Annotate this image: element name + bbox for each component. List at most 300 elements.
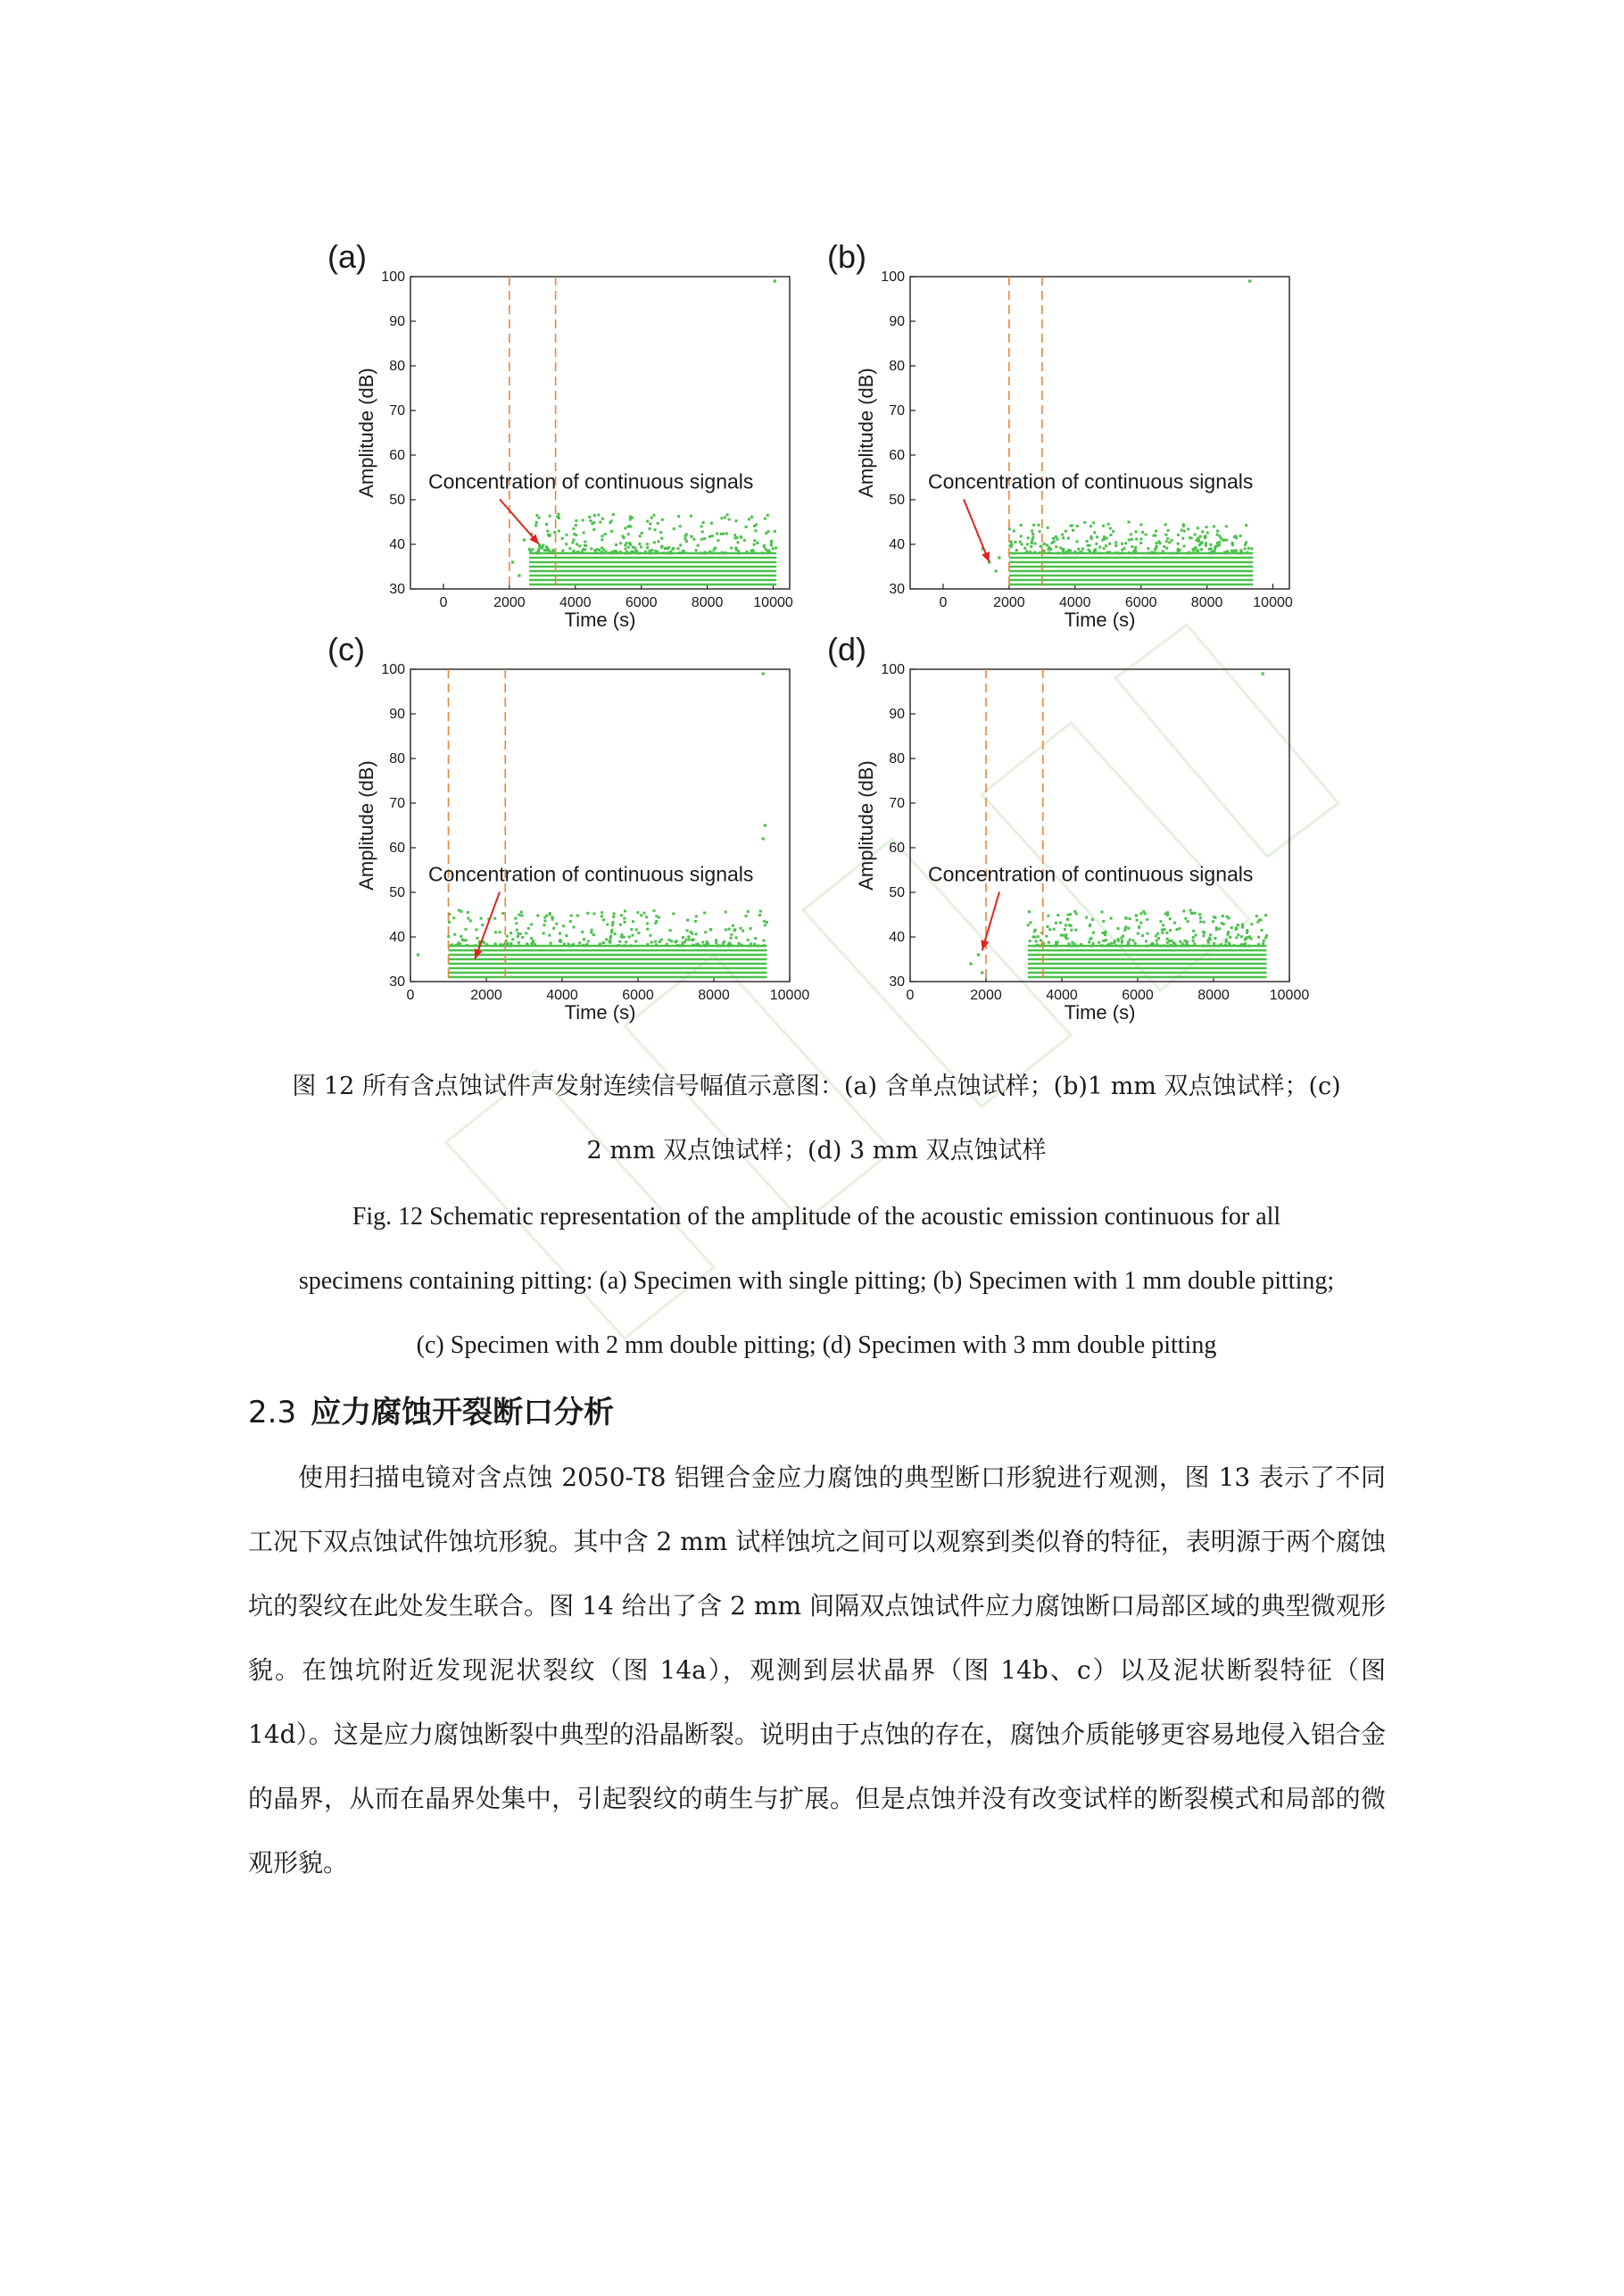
outlier-point [764, 824, 766, 826]
data-point [619, 551, 622, 553]
data-point [1163, 545, 1165, 548]
data-point [561, 550, 564, 552]
data-point [1056, 914, 1059, 916]
data-point [650, 517, 653, 519]
data-point [1187, 920, 1189, 923]
data-point [1026, 543, 1029, 545]
data-point [455, 944, 458, 947]
data-point [569, 920, 572, 923]
data-point [584, 548, 586, 551]
data-point [716, 532, 718, 535]
data-point [770, 542, 773, 544]
data-point [1248, 935, 1251, 938]
data-point [746, 551, 749, 553]
data-point [536, 915, 539, 917]
data-point [636, 911, 639, 914]
data-point [600, 551, 602, 554]
data-point [1241, 924, 1244, 926]
data-point [485, 943, 488, 946]
data-point [448, 921, 451, 924]
data-point [1107, 523, 1110, 526]
data-point [1246, 929, 1248, 932]
data-point [654, 941, 657, 943]
data-point [688, 939, 691, 941]
data-point [1204, 536, 1206, 539]
data-point [1103, 535, 1106, 538]
data-point [760, 551, 763, 554]
data-point [1218, 944, 1221, 947]
data-point [1151, 942, 1154, 945]
data-point [682, 941, 684, 944]
panel-label: (b) [827, 238, 866, 275]
annotation-arrow [964, 500, 990, 563]
data-point [703, 551, 706, 553]
data-point [572, 542, 575, 544]
data-point [1102, 944, 1105, 947]
data-point [1049, 548, 1052, 551]
annotation-arrowhead [982, 551, 990, 562]
data-point [1027, 536, 1030, 539]
data-point [630, 944, 633, 947]
data-point [735, 936, 738, 939]
data-point [637, 932, 640, 934]
data-point [766, 921, 768, 924]
data-point [1110, 534, 1113, 536]
data-point [1128, 521, 1131, 524]
data-point [735, 519, 738, 522]
data-point [1165, 932, 1168, 934]
data-point [1032, 533, 1034, 535]
data-point [576, 915, 579, 917]
data-point [1159, 920, 1162, 923]
data-point [626, 542, 628, 544]
data-point [715, 941, 717, 944]
y-axis-label: Amplitude (dB) [855, 368, 877, 498]
data-point [1031, 541, 1033, 543]
data-point [620, 936, 623, 939]
data-point [1081, 944, 1083, 947]
data-point [1228, 941, 1230, 944]
data-point [1146, 918, 1148, 921]
data-point [763, 944, 766, 947]
data-point [584, 541, 586, 543]
data-point [763, 920, 766, 923]
data-point [1121, 944, 1123, 947]
data-point [1199, 535, 1202, 538]
data-point [654, 550, 657, 552]
data-point [1135, 530, 1138, 533]
data-point [1210, 547, 1213, 550]
data-point [517, 932, 519, 935]
data-point [622, 535, 625, 537]
data-point [1033, 930, 1036, 932]
data-point [1020, 524, 1023, 526]
outlier-point [518, 574, 520, 576]
data-point [740, 927, 742, 930]
data-point [548, 549, 551, 551]
data-point [609, 935, 612, 938]
data-point [708, 535, 711, 538]
data-point [1071, 944, 1073, 947]
data-point [717, 944, 719, 947]
data-point [1203, 921, 1206, 924]
data-point [742, 930, 744, 932]
data-point [650, 549, 653, 551]
section-heading [248, 1388, 614, 1431]
data-point [1182, 545, 1185, 548]
data-point [659, 531, 662, 534]
outlier-point [981, 971, 983, 974]
y-tick-label: 90 [889, 707, 905, 722]
data-point [677, 515, 680, 518]
data-point [684, 537, 686, 540]
outlier-point [1262, 672, 1264, 675]
data-point [1134, 550, 1137, 552]
data-point [1127, 943, 1130, 946]
data-point [515, 922, 518, 924]
data-point [1038, 524, 1040, 526]
data-point [666, 942, 668, 945]
data-point [646, 943, 649, 946]
data-point [646, 543, 649, 545]
data-point [695, 915, 698, 917]
data-point [770, 544, 773, 547]
data-point [672, 547, 675, 550]
panel-c [317, 625, 816, 1024]
plot-frame [910, 669, 1289, 982]
data-point [1213, 942, 1215, 945]
data-point [447, 935, 450, 938]
data-point [745, 915, 748, 917]
data-point [1043, 543, 1046, 545]
x-tick-label: 10000 [1253, 595, 1293, 610]
data-point [1059, 921, 1062, 924]
data-point [1202, 931, 1205, 933]
data-point [738, 942, 741, 945]
body-paragraph-container [248, 1446, 1386, 1895]
data-point [643, 912, 646, 915]
data-point [748, 518, 750, 520]
data-point [1037, 935, 1040, 938]
data-point [550, 941, 552, 944]
data-point [737, 541, 740, 543]
data-point [728, 518, 731, 521]
data-point [1156, 939, 1158, 941]
data-point [552, 927, 555, 930]
data-point [1218, 927, 1221, 930]
data-point [1075, 912, 1078, 915]
y-tick-label: 70 [389, 403, 405, 419]
data-point [572, 538, 575, 541]
data-point [458, 909, 460, 912]
data-point [1076, 551, 1079, 554]
data-point [1262, 942, 1264, 945]
data-point [1214, 916, 1217, 919]
data-point [657, 522, 659, 525]
y-tick-label: 40 [389, 537, 405, 552]
data-point [1257, 936, 1260, 939]
data-point [661, 518, 664, 521]
data-point [1088, 544, 1090, 547]
scatter-chart [317, 232, 816, 631]
annotation-text: Concentration of continuous signals [928, 469, 1254, 493]
data-point [1165, 540, 1168, 543]
data-point [1132, 939, 1135, 941]
data-point [1139, 912, 1142, 915]
data-point [1235, 928, 1238, 931]
y-tick-label: 70 [889, 796, 905, 811]
data-point [1079, 551, 1081, 553]
data-point [601, 911, 603, 914]
data-point [623, 917, 626, 920]
data-point [1240, 943, 1243, 946]
data-point [1114, 544, 1117, 547]
data-point [635, 549, 638, 551]
data-point [590, 547, 592, 550]
y-tick-label: 40 [889, 930, 905, 945]
x-tick-label: 8000 [1197, 988, 1230, 1003]
data-point [672, 912, 675, 915]
data-point [592, 912, 595, 915]
data-point [1177, 543, 1180, 545]
data-point [576, 551, 578, 554]
data-point [649, 527, 651, 530]
data-point [1244, 548, 1247, 551]
data-point [583, 531, 585, 534]
data-point [753, 943, 756, 946]
data-point [1175, 928, 1178, 931]
data-point [741, 944, 743, 947]
data-point [575, 534, 577, 536]
data-point [758, 914, 761, 916]
data-points [417, 672, 768, 977]
data-point [709, 928, 712, 931]
data-point [1214, 545, 1217, 548]
data-point [1230, 550, 1233, 552]
data-point [555, 923, 558, 925]
data-point [1117, 551, 1120, 554]
data-point [614, 932, 617, 935]
data-point [520, 915, 523, 917]
data-point [1164, 523, 1167, 526]
data-point [619, 924, 622, 926]
data-point [690, 515, 692, 518]
data-point [612, 513, 615, 516]
data-point [1110, 942, 1113, 945]
x-tick-label: 6000 [1124, 595, 1157, 610]
x-tick-label: 4000 [546, 988, 578, 1003]
data-point [654, 528, 657, 531]
data-point [1019, 541, 1022, 543]
data-point [1181, 529, 1183, 532]
data-point [646, 922, 649, 924]
data-point [1033, 551, 1036, 554]
data-point [631, 551, 634, 553]
data-point [1032, 524, 1035, 526]
data-point [1197, 526, 1199, 529]
data-point [1094, 550, 1097, 552]
y-tick-label: 30 [389, 582, 405, 597]
data-point [1171, 551, 1173, 554]
data-point [1165, 944, 1168, 947]
outlier-point [511, 560, 514, 563]
data-point [1110, 917, 1113, 920]
data-point [1134, 551, 1137, 554]
data-point [1201, 530, 1204, 533]
x-tick-label: 0 [406, 988, 415, 1003]
data-point [510, 942, 512, 945]
data-point [467, 911, 469, 914]
data-point [1063, 551, 1065, 554]
data-point [1114, 551, 1117, 554]
data-point [1190, 536, 1193, 539]
x-tick-label: 2000 [993, 595, 1025, 610]
data-point [700, 525, 703, 527]
data-point [599, 521, 601, 524]
data-point [727, 928, 730, 931]
data-point [1239, 552, 1242, 555]
data-point [747, 910, 750, 913]
data-point [669, 929, 672, 932]
data-point [634, 940, 637, 942]
panel-label: (c) [327, 631, 365, 667]
data-point [514, 917, 517, 920]
data-point [1155, 530, 1157, 533]
data-point [1081, 548, 1084, 551]
data-point [1031, 538, 1033, 541]
data-point [1156, 542, 1158, 544]
data-point [720, 517, 723, 519]
data-point [1179, 941, 1181, 943]
data-point [1076, 944, 1079, 947]
x-axis-label: Time (s) [564, 1001, 636, 1024]
y-tick-label: 60 [889, 841, 905, 856]
x-tick-label: 10000 [1269, 988, 1310, 1003]
data-point [624, 527, 626, 530]
data-point [1161, 928, 1164, 931]
data-point [649, 551, 651, 554]
data-point [572, 943, 575, 946]
data-point [1070, 929, 1073, 932]
data-point [1068, 551, 1071, 554]
data-point [754, 937, 757, 940]
x-tick-label: 6000 [1122, 988, 1154, 1003]
data-point [1135, 915, 1138, 917]
data-point [1205, 542, 1207, 544]
data-point [1108, 551, 1111, 553]
data-point [1142, 910, 1145, 913]
data-point [663, 551, 666, 554]
data-point [1147, 547, 1149, 550]
data-point [615, 543, 617, 546]
data-point [1064, 928, 1066, 931]
x-tick-label: 8000 [691, 595, 724, 610]
data-point [1258, 919, 1261, 922]
x-tick-label: 4000 [559, 595, 592, 610]
data-point [655, 920, 658, 923]
data-point [618, 941, 621, 943]
data-point [1139, 538, 1142, 541]
data-point [1247, 547, 1250, 550]
data-point [452, 916, 455, 919]
data-point [501, 944, 503, 947]
data-point [1209, 543, 1212, 546]
data-point [632, 920, 634, 923]
y-axis-label: Amplitude (dB) [355, 760, 377, 891]
data-point [570, 914, 573, 916]
outlier-point [998, 556, 1000, 559]
data-point [1194, 534, 1197, 536]
data-point [1193, 942, 1196, 945]
data-point [680, 944, 683, 947]
x-axis-label: Time (s) [1064, 1001, 1136, 1024]
data-point [1114, 542, 1117, 544]
data-point [1225, 525, 1228, 527]
data-point [1212, 920, 1214, 923]
data-point [510, 932, 512, 934]
data-point [1162, 550, 1164, 552]
data-point [667, 939, 670, 941]
data-point [690, 931, 692, 933]
data-point [1199, 921, 1202, 924]
data-point [1076, 525, 1079, 527]
data-point [1028, 910, 1031, 913]
data-point [1090, 525, 1092, 527]
data-point [1062, 934, 1065, 937]
data-point [717, 539, 719, 542]
data-point [1128, 539, 1131, 542]
x-axis-label: Time (s) [564, 609, 636, 631]
data-point [586, 912, 589, 915]
data-point [749, 944, 751, 947]
data-point [568, 944, 571, 947]
x-tick-label: 8000 [1190, 595, 1223, 610]
data-point [1020, 535, 1023, 537]
y-axis-label: Amplitude (dB) [855, 760, 877, 891]
data-point [1155, 546, 1157, 549]
data-point [1108, 543, 1111, 545]
data-point [1200, 548, 1203, 551]
data-point [551, 549, 554, 551]
data-point [1029, 921, 1032, 924]
scatter-chart [317, 625, 816, 1024]
data-point [1129, 917, 1131, 920]
data-point [1013, 529, 1015, 532]
data-point [582, 519, 584, 522]
data-point [1055, 545, 1057, 548]
data-point [460, 935, 462, 938]
data-point [1098, 551, 1101, 554]
caption-en-line-2: specimens containing pitting: (a) Specimen with single pitting; (b) Specimen with 1 mm double pitting; [298, 1267, 1335, 1295]
x-tick-label: 2000 [970, 988, 1002, 1003]
data-point [1055, 535, 1057, 538]
data-point [609, 551, 612, 554]
data-point [592, 521, 595, 524]
data-point [575, 524, 577, 526]
data-point [549, 515, 551, 518]
data-point [1124, 542, 1127, 544]
data-point [646, 520, 649, 523]
data-point [578, 941, 581, 944]
data-point [625, 548, 627, 551]
data-point [1181, 537, 1184, 540]
data-point [631, 934, 634, 937]
panel-a [317, 232, 816, 631]
data-point [740, 535, 742, 538]
annotation-arrow [475, 892, 500, 960]
data-point [701, 941, 704, 943]
data-point [543, 932, 545, 934]
